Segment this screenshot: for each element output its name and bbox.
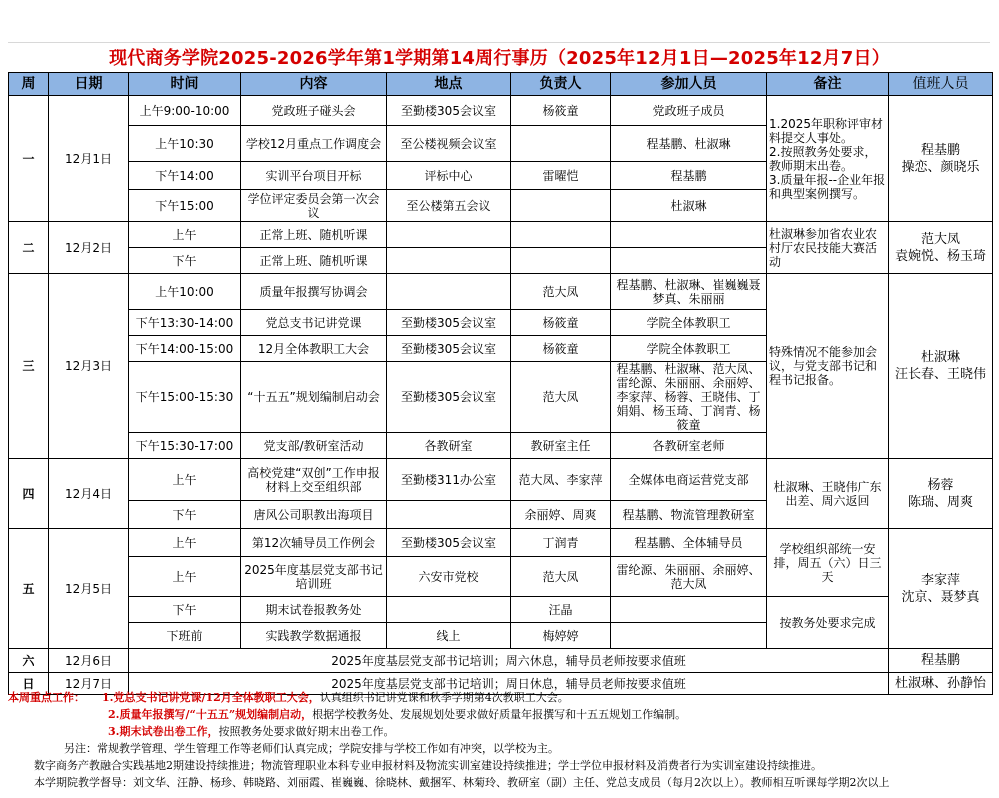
content-cell: 党总支书记讲党课 xyxy=(241,310,387,336)
note-line-5: 数字商务产教融合实践基地2期建设持续推进；物流管理职业本科专业申报材料及物流实训室建设持续推进；学士学位申报材料及消费者行为实训室建设持续推进。 xyxy=(34,759,822,772)
lead-cell: 杨筱童 xyxy=(511,96,611,126)
date-cell: 12月7日 xyxy=(49,673,129,695)
time-cell: 上午 xyxy=(129,459,241,501)
attend-cell: 程基鹏、杜淑琳、范大凤、雷纶源、朱丽丽、余丽婷、李家萍、杨蓉、王晓伟、丁娟娟、杨玉琦、丁润青、杨筱童 xyxy=(611,362,767,433)
time-cell: 下午15:30-17:00 xyxy=(129,433,241,459)
lead-cell xyxy=(511,248,611,274)
place-cell: 各教研室 xyxy=(387,433,511,459)
top-gridline xyxy=(8,42,990,43)
lead-cell: 范大凤 xyxy=(511,557,611,597)
time-cell: 上午9:00-10:00 xyxy=(129,96,241,126)
remark-cell: 特殊情况不能参加会议，与党支部书记和程书记报备。 xyxy=(767,274,889,459)
table-row xyxy=(9,597,993,623)
attend-cell: 雷纶源、朱丽丽、余丽婷、范大凤 xyxy=(611,557,767,597)
key-item-3-text: 按照教务处要求做好期末出卷工作。 xyxy=(218,725,395,738)
time-cell: 下班前 xyxy=(129,623,241,649)
schedule-table xyxy=(8,72,993,695)
attend-cell: 各教研室老师 xyxy=(611,433,767,459)
lead-cell: 杨筱童 xyxy=(511,310,611,336)
time-cell: 下午14:00 xyxy=(129,162,241,190)
table-row xyxy=(9,459,993,501)
time-cell: 下午 xyxy=(129,501,241,529)
key-item-2-title: 2.质量年报撰写/“十五五”规划编制启动， xyxy=(108,708,313,721)
place-cell: 线上 xyxy=(387,623,511,649)
remark-cell: 1.2025年职称评审材料提交人事处。 2.按照教务处要求，教师期末出卷。 3.质量年报--企业年报和典型案例撰写。 xyxy=(767,96,889,222)
content-cell: 正常上班、随机听课 xyxy=(241,222,387,248)
time-cell: 上午10:30 xyxy=(129,126,241,162)
lead-cell xyxy=(511,126,611,162)
key-work-label: 本周重点工作： xyxy=(8,691,85,704)
attend-cell: 党政班子成员 xyxy=(611,96,767,126)
header-attend: 参加人员 xyxy=(611,73,767,96)
note-line-6: 本学期院教学督导：刘文华、汪静、杨珍、韩晓路、刘丽霞、崔巍巍、徐晓林、戴捆军、林菊玲、教研室（副）主任、党总支成员（每月2次以上）。教师相互听课每学期2次以上 xyxy=(34,776,890,789)
attend-cell: 学院全体教职工 xyxy=(611,336,767,362)
header-place: 地点 xyxy=(387,73,511,96)
content-cell: “十五五”规划编制启动会 xyxy=(241,362,387,433)
remark-cell: 学校组织部统一安排，周五（六）日三天 xyxy=(767,529,889,597)
remark-cell: 按教务处要求完成 xyxy=(767,597,889,649)
key-item-2-text: 根据学校教务处、发展规划处要求做好质量年报撰写和十五五规划工作编制。 xyxy=(312,708,687,721)
attend-cell: 全媒体电商运营党支部 xyxy=(611,459,767,501)
place-cell: 至勤楼305会议室 xyxy=(387,336,511,362)
date-cell: 12月6日 xyxy=(49,649,129,673)
time-cell: 下午15:00 xyxy=(129,190,241,222)
lead-cell xyxy=(511,190,611,222)
duty-cell: 杜淑琳 汪长春、王晓伟 xyxy=(889,274,993,459)
header-content: 内容 xyxy=(241,73,387,96)
attend-cell xyxy=(611,597,767,623)
remark-cell: 杜淑琳、王晓伟广东出差、周六返回 xyxy=(767,459,889,529)
content-cell: 2025年度基层党支部书记培训班 xyxy=(241,557,387,597)
header-time: 时间 xyxy=(129,73,241,96)
content-cell: 质量年报撰写协调会 xyxy=(241,274,387,310)
content-cell: 学校12月重点工作调度会 xyxy=(241,126,387,162)
key-work-line-3 xyxy=(8,723,993,740)
date-cell: 12月3日 xyxy=(49,274,129,459)
date-cell: 12月4日 xyxy=(49,459,129,529)
duty-cell: 杜淑琳、孙静怡 xyxy=(889,673,993,695)
content-cell: 正常上班、随机听课 xyxy=(241,248,387,274)
note-line-4: 另注：常规教学管理、学生管理工作等老师们认真完成；学院安排与学校工作如有冲突，以学校为主。 xyxy=(64,742,559,755)
place-cell xyxy=(387,597,511,623)
place-cell: 评标中心 xyxy=(387,162,511,190)
attend-cell: 程基鹏 xyxy=(611,162,767,190)
header-week: 周 xyxy=(9,73,49,96)
date-cell: 12月1日 xyxy=(49,96,129,222)
content-cell: 实践教学数据通报 xyxy=(241,623,387,649)
attend-cell: 学院全体教职工 xyxy=(611,310,767,336)
header-duty: 值班人员 xyxy=(889,73,993,96)
time-cell: 上午 xyxy=(129,557,241,597)
week-cell: 二 xyxy=(9,222,49,274)
place-cell: 六安市党校 xyxy=(387,557,511,597)
key-item-1-title: 1.党总支书记讲党课/12月全体教职工大会， xyxy=(102,691,320,704)
time-cell: 下午15:00-15:30 xyxy=(129,362,241,433)
place-cell xyxy=(387,274,511,310)
lead-cell: 余丽婷、周爽 xyxy=(511,501,611,529)
attend-cell xyxy=(611,623,767,649)
header-lead: 负责人 xyxy=(511,73,611,96)
time-cell: 上午10:00 xyxy=(129,274,241,310)
attend-cell xyxy=(611,222,767,248)
time-cell: 上午 xyxy=(129,222,241,248)
place-cell xyxy=(387,222,511,248)
time-cell: 下午 xyxy=(129,597,241,623)
duty-cell: 程基鹏 xyxy=(889,649,993,673)
duty-cell: 李家萍 沈京、聂梦真 xyxy=(889,529,993,649)
content-cell: 学位评定委员会第一次会议 xyxy=(241,190,387,222)
time-cell: 下午 xyxy=(129,248,241,274)
time-cell: 上午 xyxy=(129,529,241,557)
key-item-1-text: 认真组织书记讲党课和秋季学期第4次教职工大会。 xyxy=(319,691,569,704)
remark-cell: 杜淑琳参加省农业农村厅农民技能大赛活动 xyxy=(767,222,889,274)
lead-cell: 杨筱童 xyxy=(511,336,611,362)
date-cell: 12月5日 xyxy=(49,529,129,649)
header-remark: 备注 xyxy=(767,73,889,96)
lead-cell: 汪晶 xyxy=(511,597,611,623)
place-cell: 至勤楼305会议室 xyxy=(387,529,511,557)
lead-cell: 范大凤、李家萍 xyxy=(511,459,611,501)
attend-cell xyxy=(611,248,767,274)
attend-cell: 程基鹏、物流管理教研室 xyxy=(611,501,767,529)
week-cell: 三 xyxy=(9,274,49,459)
header-date: 日期 xyxy=(49,73,129,96)
page-title: 现代商务学院2025-2026学年第1学期第14周行事历（2025年12月1日—2025年12月7日） xyxy=(109,48,890,69)
place-cell xyxy=(387,501,511,529)
duty-cell: 杨蓉 陈瑞、周爽 xyxy=(889,459,993,529)
place-cell xyxy=(387,248,511,274)
duty-cell: 范大凤 袁婉悦、杨玉琦 xyxy=(889,222,993,274)
content-cell: 党支部/教研室活动 xyxy=(241,433,387,459)
table-row xyxy=(9,274,993,310)
place-cell: 至勤楼305会议室 xyxy=(387,310,511,336)
lead-cell xyxy=(511,222,611,248)
lead-cell: 雷曜恺 xyxy=(511,162,611,190)
table-row xyxy=(9,222,993,248)
attend-cell: 程基鹏、杜淑琳、崔巍巍聂梦真、朱丽丽 xyxy=(611,274,767,310)
lead-cell: 教研室主任 xyxy=(511,433,611,459)
place-cell: 至勤楼305会议室 xyxy=(387,96,511,126)
time-cell: 下午13:30-14:00 xyxy=(129,310,241,336)
key-item-3-title: 3.期末试卷出卷工作， xyxy=(108,725,219,738)
content-cell: 12月全体教职工大会 xyxy=(241,336,387,362)
place-cell: 至勤楼311办公室 xyxy=(387,459,511,501)
week-cell: 日 xyxy=(9,673,49,695)
content-cell: 党政班子碰头会 xyxy=(241,96,387,126)
key-work-notes xyxy=(8,689,993,791)
content-cell: 实训平台项目开标 xyxy=(241,162,387,190)
key-work-line-1 xyxy=(8,689,993,706)
place-cell: 至勤楼305会议室 xyxy=(387,362,511,433)
table-row xyxy=(9,96,993,126)
attend-cell: 程基鹏、杜淑琳 xyxy=(611,126,767,162)
lead-cell: 范大凤 xyxy=(511,274,611,310)
key-work-line-2 xyxy=(8,706,993,723)
content-cell: 期末试卷报教务处 xyxy=(241,597,387,623)
week-cell: 五 xyxy=(9,529,49,649)
table-row xyxy=(9,529,993,557)
header-row xyxy=(9,73,993,96)
week-cell: 六 xyxy=(9,649,49,673)
span-text-cell: 2025年度基层党支部书记培训；周六休息，辅导员老师按要求值班 xyxy=(129,649,889,673)
table-row xyxy=(9,649,993,673)
content-cell: 高校党建“双创”工作申报材料上交至组织部 xyxy=(241,459,387,501)
span-text-cell: 2025年度基层党支部书记培训；周日休息，辅导员老师按要求值班 xyxy=(129,673,889,695)
duty-cell: 程基鹏 操恋、颜晓乐 xyxy=(889,96,993,222)
date-cell: 12月2日 xyxy=(49,222,129,274)
lead-cell: 丁润青 xyxy=(511,529,611,557)
content-cell: 唐风公司职教出海项目 xyxy=(241,501,387,529)
week-cell: 一 xyxy=(9,96,49,222)
attend-cell: 杜淑琳 xyxy=(611,190,767,222)
attend-cell: 程基鹏、全体辅导员 xyxy=(611,529,767,557)
content-cell: 第12次辅导员工作例会 xyxy=(241,529,387,557)
place-cell: 至公楼第五会议 xyxy=(387,190,511,222)
time-cell: 下午14:00-15:00 xyxy=(129,336,241,362)
place-cell: 至公楼视频会议室 xyxy=(387,126,511,162)
lead-cell: 梅婷婷 xyxy=(511,623,611,649)
lead-cell: 范大凤 xyxy=(511,362,611,433)
week-cell: 四 xyxy=(9,459,49,529)
